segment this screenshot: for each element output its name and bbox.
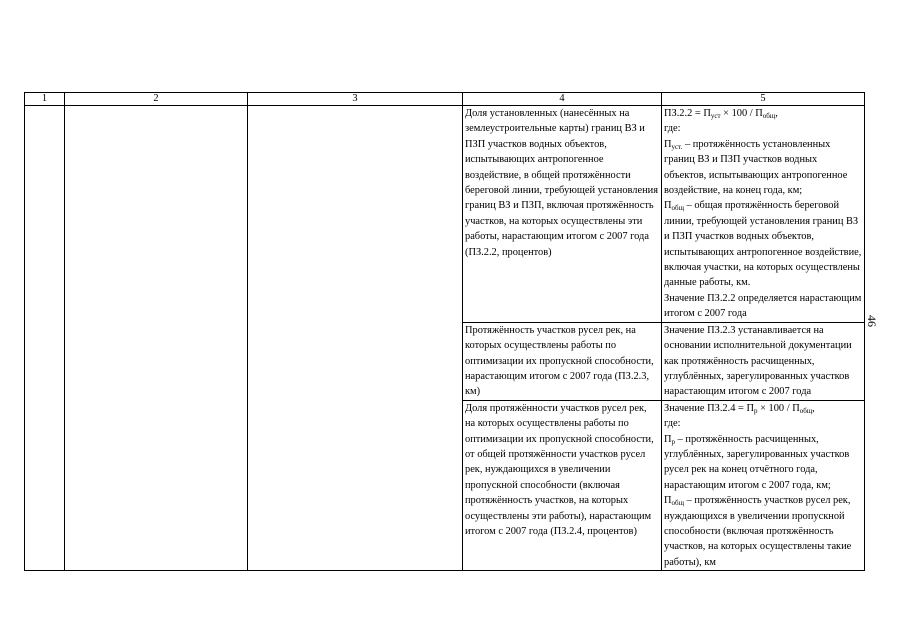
where-label: где:	[664, 123, 681, 135]
method-cell: Значение ПЗ.2.3 устанавливается на основании исполнительной документации как протяжённость расчищенных, углублённых, зарегулированных участков нарастающим итогом с 2007 года	[662, 322, 865, 400]
definition: $П_р$ – протяжённость расчищенных, углублённых, зарегулированных участков русел рек на конец отчётного года, нарастающим итогом с 2007 года, км;	[664, 433, 850, 491]
header-cell-4: 4	[463, 93, 662, 106]
definition: $П_{уст.}$ – протяжённость установленных границ ВЗ и ПЗП участков водных объектов, испытывающих антропогенное воздействие, на конец года, км;	[664, 138, 848, 197]
header-cell-5: 5	[662, 93, 865, 106]
cell-col1	[25, 106, 65, 571]
method-cell	[662, 106, 865, 323]
indicator-cell: Доля установленных (нанесённых на землеустроительные карты) границ ВЗ и ПЗП участков водных объектов, испытывающих антропогенное воздействие, в общей протяжённости береговой линии, требующей установления границ ВЗ и ПЗП, включая протяжённость участков, на которых осуществлены эти работы, нарастающим итогом с 2007 года (ПЗ.2.2, процентов)	[463, 106, 662, 323]
indicator-cell: Доля протяжённости участков русел рек, на которых осуществлены работы по оптимизации их пропускной способности, от общей протяжённости участков русел рек, нуждающихся в увеличении пропускной способности (включая протяжённость участков, на которых осуществлены эти работы), нарастающим итогом с 2007 года (ПЗ.2.4, процентов)	[463, 400, 662, 570]
page-number: 46	[865, 315, 879, 327]
where-label: где:	[664, 418, 681, 430]
method-cell	[662, 400, 865, 570]
cell-col3	[248, 106, 463, 571]
formula: Значение $ПЗ.2.4 = П_р \times 100 / П_{общ}$,	[664, 402, 815, 415]
cell-col2	[65, 106, 248, 571]
formula: $ПЗ.2.2 = П_{уст} \times 100 / П_{общ}$,	[664, 108, 778, 120]
definition: $П_{общ}$ – общая протяжённость береговой линии, требующей установления границ ВЗ и ПЗП участков водных объектов, испытывающих антропогенное воздействие, включая участки, на которых осуществлены данные работы, км.	[664, 200, 862, 289]
header-row	[25, 93, 865, 106]
indicators-table	[24, 92, 865, 571]
header-cell-1: 1	[25, 93, 65, 106]
header-cell-3: 3	[248, 93, 463, 106]
note: Значение ПЗ.2.2 определяется нарастающим итогом с 2007 года	[664, 292, 862, 320]
indicator-cell: Протяжённость участков русел рек, на которых осуществлены работы по оптимизации их пропускной способности, нарастающим итогом с 2007 года (ПЗ.2.3, км)	[463, 322, 662, 400]
table-row	[25, 106, 865, 323]
header-cell-2: 2	[65, 93, 248, 106]
definition: $П_{общ}$ – протяжённость участков русел рек, нуждающихся в увеличении пропускной способности (включая протяжённость участков, на которых осуществлены такие работы), км	[664, 495, 852, 568]
